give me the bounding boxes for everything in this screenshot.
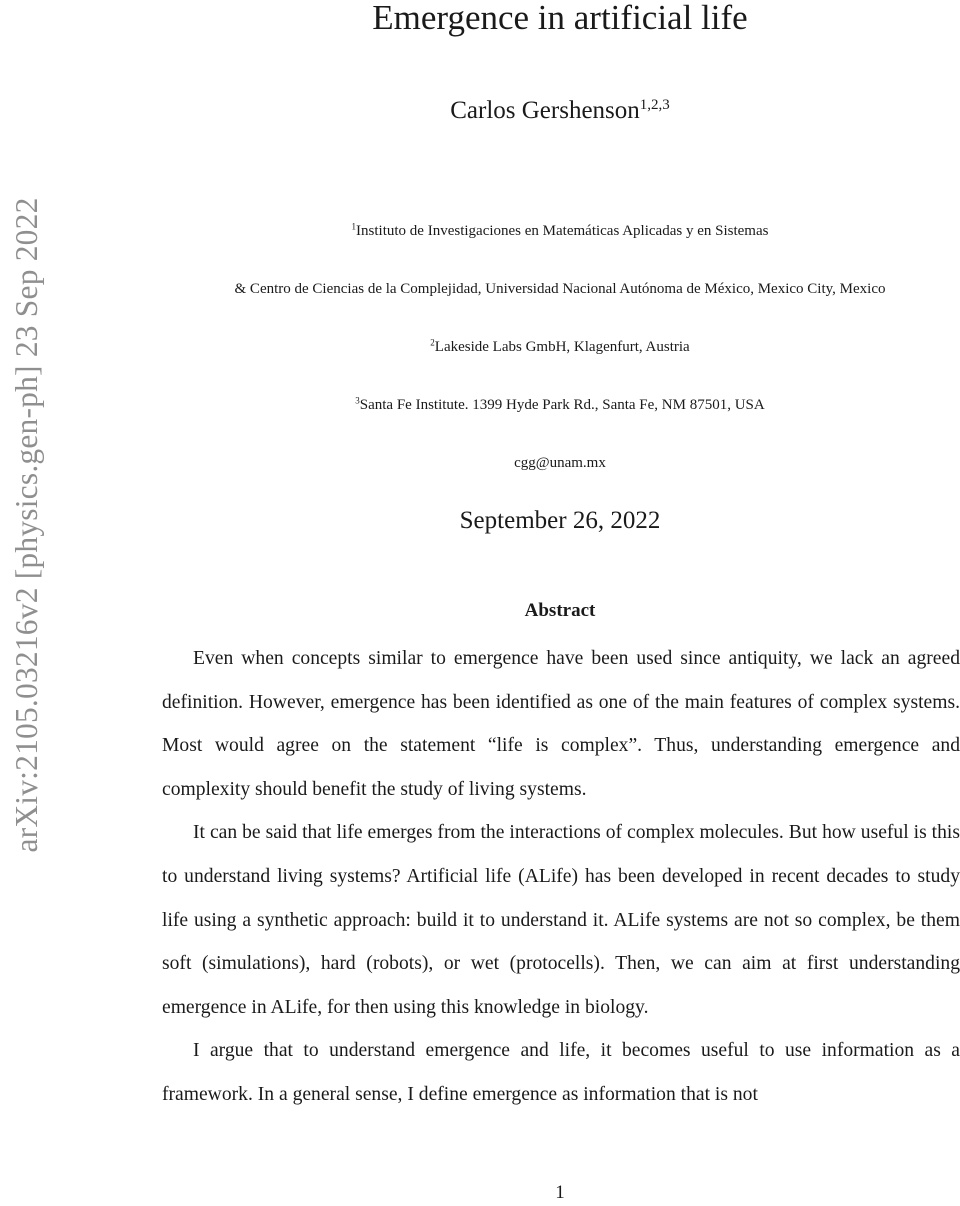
- abstract-paragraph-3: I argue that to understand emergence and life, it becomes useful to use information as a framework. In a general sense, I define emergence as information that is not: [162, 1040, 960, 1105]
- author-name: Carlos Gershenson: [450, 97, 640, 124]
- affiliation-3-text: Santa Fe Institute. 1399 Hyde Park Rd., Santa Fe, NM 87501, USA: [359, 397, 765, 413]
- affiliation-1b-text: & Centro de Ciencias de la Complejidad, Universidad Nacional Autónoma de México, Mexico City, Mexico: [234, 281, 886, 297]
- abstract-paragraph-2: It can be said that life emerges from the interactions of complex molecules. But how useful is this to understand living systems? Artificial life (ALife) has been developed in recent decades to study life using a synthetic approach: build it to understand it. ALife systems are not so complex, be them soft (simulations), hard (robots), or wet (protocells). Then, we can aim at first understanding emergence in ALife, for then using this knowledge in biology.: [162, 822, 960, 1018]
- abstract-heading: Abstract: [524, 600, 596, 621]
- paper-title: Emergence in artificial life: [372, 0, 748, 37]
- arxiv-sidebar-identifier: arXiv:2105.03216v2 [physics.gen-ph] 23 Sep 2022: [9, 197, 44, 853]
- affiliation-1-mark: 1: [351, 221, 357, 232]
- email-text: cgg@unam.mx: [514, 455, 606, 471]
- affiliation-3: [160, 394, 960, 416]
- affiliation-1-text: Instituto de Investigaciones en Matemáticas Aplicadas y en Sistemas: [356, 223, 769, 239]
- author-affiliation-marks: 1,2,3: [639, 97, 670, 113]
- affiliation-3-mark: 3: [355, 395, 360, 406]
- abstract-body: [162, 637, 960, 1117]
- affiliation-1: [160, 220, 960, 242]
- affiliation-1-continued: [160, 278, 960, 300]
- page-number: 1: [555, 1182, 565, 1203]
- author-email: [160, 452, 960, 474]
- abstract-paragraph-1: Even when concepts similar to emergence have been used since antiquity, we lack an agreed definition. However, emergence has been identified as one of the main features of complex systems. Most would agree on the statement “life is complex”. Thus, understanding emergence and complexity should benefit the study of living systems.: [162, 648, 960, 800]
- publication-date: September 26, 2022: [459, 507, 661, 534]
- affiliation-2-text: Lakeside Labs GmbH, Klagenfurt, Austria: [434, 339, 690, 355]
- affiliation-2: [160, 336, 960, 358]
- author-line: [160, 94, 960, 128]
- affiliation-2-mark: 2: [430, 337, 435, 348]
